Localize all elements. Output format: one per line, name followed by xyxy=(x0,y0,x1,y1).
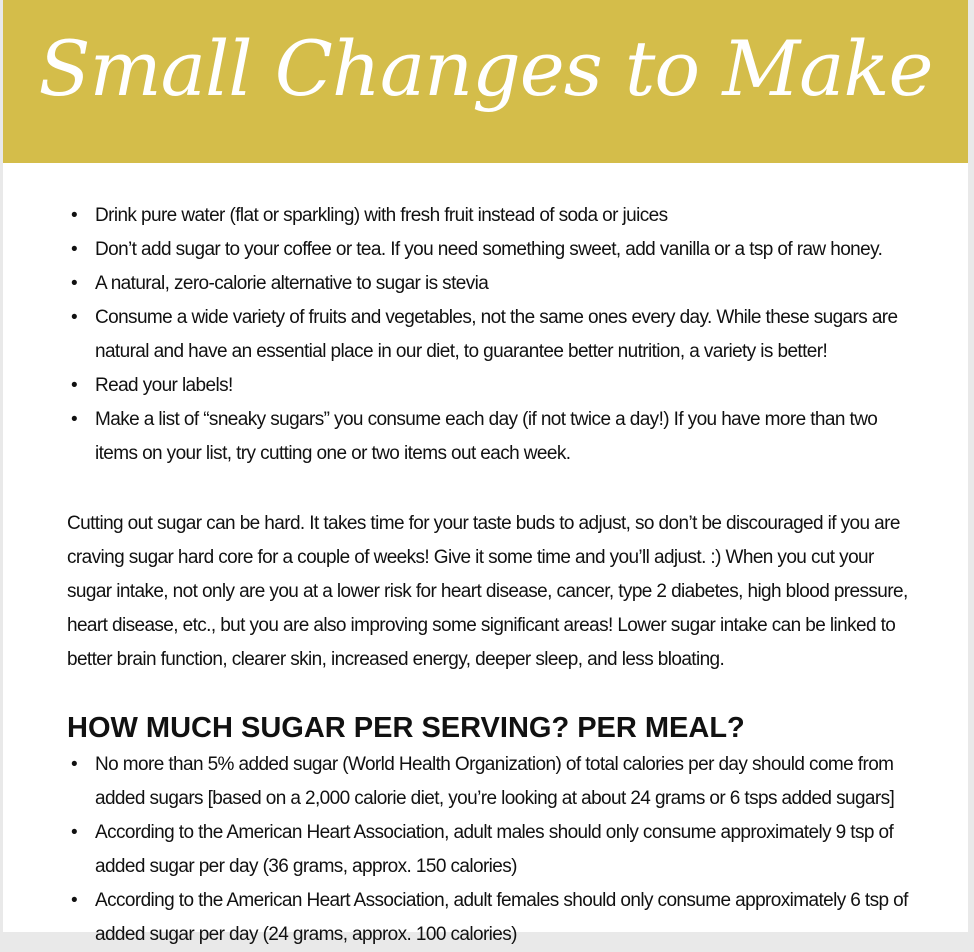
bullet-icon: • xyxy=(70,273,78,294)
list-item xyxy=(67,301,912,369)
list-item-text: Read your labels! xyxy=(95,375,233,396)
page-title: Small Changes to Make xyxy=(38,24,933,113)
bullet-icon: • xyxy=(70,375,78,396)
sugar-guidelines-list xyxy=(67,748,912,952)
list-item-text: A natural, zero-calorie alternative to sugar is stevia xyxy=(95,273,489,294)
bullet-icon: • xyxy=(70,409,78,430)
list-item xyxy=(67,369,912,403)
list-item-text: Drink pure water (flat or sparkling) with fresh fruit instead of soda or juices xyxy=(95,205,668,226)
bullet-icon: • xyxy=(70,307,78,328)
list-item-text: Consume a wide variety of fruits and vegetables, not the same ones every day. While these sugars are natural and have an essential place in our diet, to guarantee better nutrition, a variety is better! xyxy=(95,307,898,362)
tips-list xyxy=(67,199,912,471)
bullet-icon: • xyxy=(70,890,78,911)
bullet-icon: • xyxy=(70,205,78,226)
list-item xyxy=(67,267,912,301)
bullet-icon: • xyxy=(70,754,78,775)
list-item xyxy=(67,816,912,884)
body-paragraph: Cutting out sugar can be hard. It takes time for your taste buds to adjust, so don’t be discouraged if you are craving sugar hard core for a couple of weeks! Give it some time and you’ll adjust. :) When you cut your sugar intake, not only are you at a lower risk for heart disease, cancer, type 2 diabetes, high blood pressure, heart disease, etc., but you are also improving some significant areas! Lower sugar intake can be linked to better brain function, clearer skin, increased energy, deeper sleep, and less bloating. xyxy=(67,513,908,670)
document-page xyxy=(3,0,968,945)
bullet-icon: • xyxy=(70,239,78,260)
document-body xyxy=(67,199,912,952)
list-item-text: Don’t add sugar to your coffee or tea. If you need something sweet, add vanilla or a tsp of raw honey. xyxy=(95,239,883,260)
list-item-text: According to the American Heart Association, adult females should only consume approximately 6 tsp of added sugar per day (24 grams, approx. 100 calories) xyxy=(95,890,908,945)
bullet-icon: • xyxy=(70,822,78,843)
list-item-text: Make a list of “sneaky sugars” you consume each day (if not twice a day!) If you have more than two items on your list, try cutting one or two items out each week. xyxy=(95,409,878,464)
list-item xyxy=(67,748,912,816)
list-item xyxy=(67,233,912,267)
list-item xyxy=(67,884,912,952)
title-banner xyxy=(3,0,968,163)
list-item-text: According to the American Heart Association, adult males should only consume approximately 9 tsp of added sugar per day (36 grams, approx. 150 calories) xyxy=(95,822,894,877)
section-heading: HOW MUCH SUGAR PER SERVING? PER MEAL? xyxy=(67,712,745,744)
list-item xyxy=(67,403,912,471)
list-item-text: No more than 5% added sugar (World Health Organization) of total calories per day should come from added sugars [based on a 2,000 calorie diet, you’re looking at about 24 grams or 6 tsps added sugars] xyxy=(95,754,895,809)
list-item xyxy=(67,199,912,233)
